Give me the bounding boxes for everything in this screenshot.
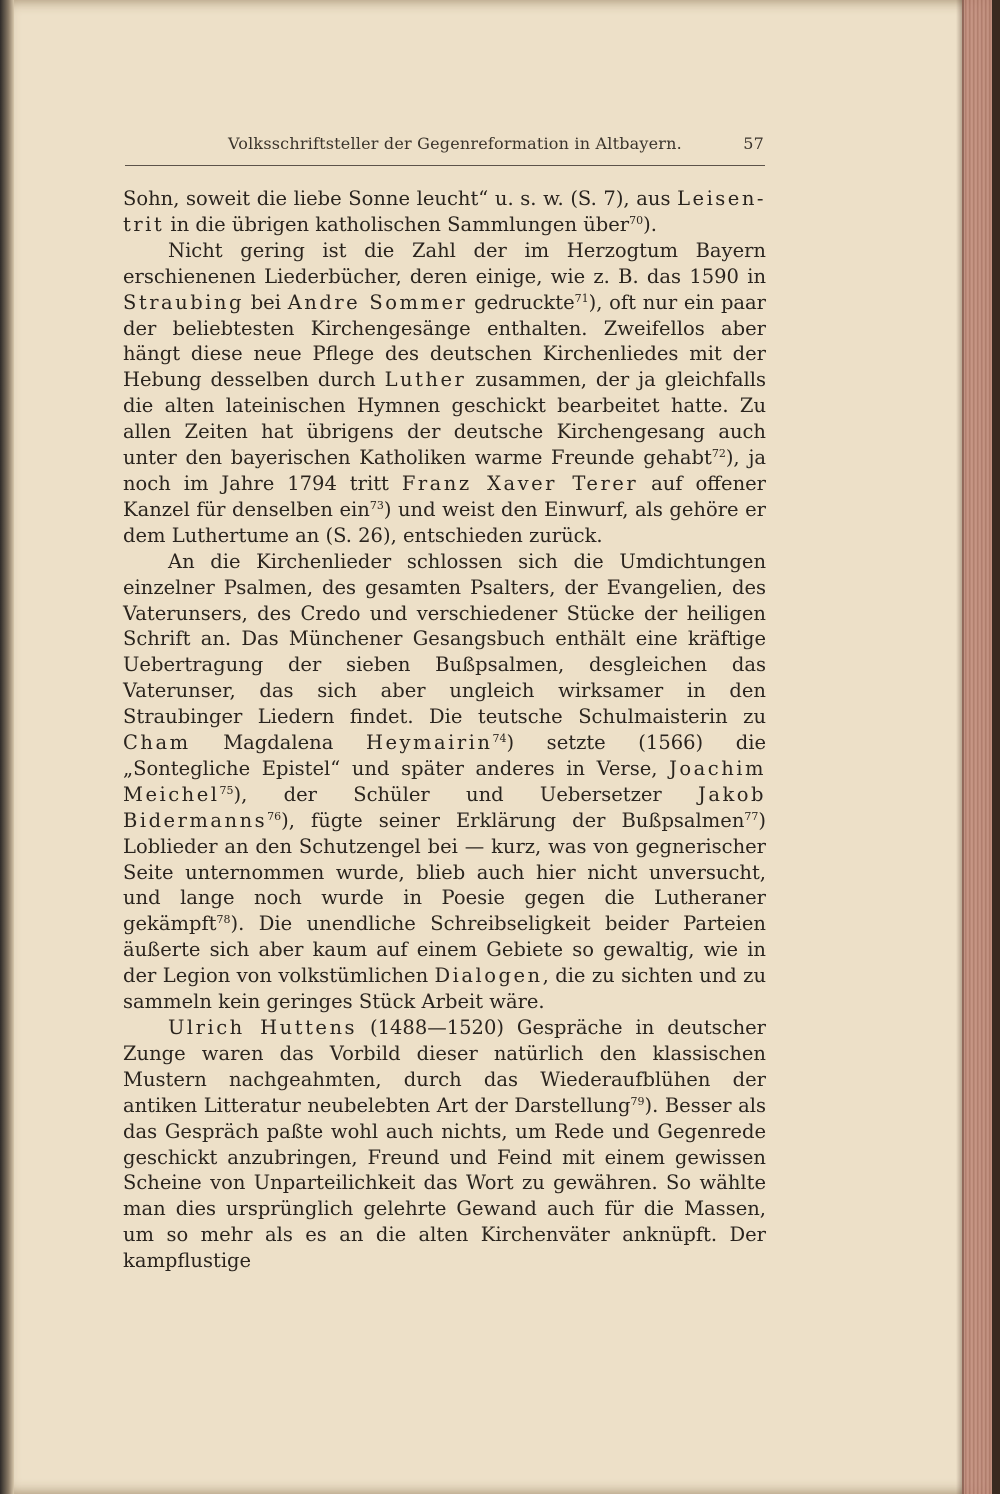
- text-run: ), ja noch im Jahre 1794 tritt: [123, 446, 767, 495]
- spaced-name: Joachim Meichel: [123, 756, 766, 806]
- spaced-name: Franz Xaver Terer: [401, 471, 639, 495]
- text-run: Magdalena: [190, 731, 366, 755]
- spaced-name: Heymairin: [365, 731, 493, 755]
- spaced-name: Leisen-trit: [123, 187, 766, 236]
- footnote-ref: 77: [744, 809, 759, 823]
- text-run: bei: [243, 290, 288, 314]
- footnote-ref: 70: [629, 213, 644, 227]
- spaced-name: Cham: [123, 731, 191, 755]
- text-run: ), oft nur ein paar der beliebtesten Kirchengesänge enthalten. Zweifellos aber hängt diese neue Pflege des deutschen Kirchenliedes mit der Hebung desselben durch: [123, 290, 766, 392]
- footnote-ref: 72: [711, 447, 726, 461]
- page-gutter: [0, 0, 14, 1494]
- text-run: auf offener Kanzel für denselben ein: [123, 471, 766, 521]
- text-run: ). Besser als das Gespräch paßte wohl auch nichts, um Rede und Gegenrede geschickt anzubringen, Freund und Feind mit einem gewissen Scheine von Unparteilichkeit das Wort zu gewähren. So wählte man dies ursprünglich gelehrte Gewand auch für die Massen, um so mehr als es an die alten Kirchenväter anknüpft. Der kampflustige: [123, 1093, 766, 1273]
- text-run: zusammen, der ja gleichfalls die alten lateinischen Hymnen geschickt bearbeitet hatte. Zu allen Zeiten hat übrigens der deutsche Kirchengesang auch unter den bayerischen Katholiken warme Freunde gehabt: [123, 368, 767, 470]
- text-run: ) und weist den Einwurf, als gehöre er dem Luthertume an (S. 26), entschieden zurück.: [123, 497, 766, 547]
- text-run: Sohn, soweit die liebe Sonne leucht“ u. s. w. (S. 7), aus: [123, 187, 678, 210]
- footnote-ref: 74: [492, 732, 507, 746]
- paragraph: [123, 186, 766, 238]
- footnote-ref: 78: [216, 913, 231, 927]
- text-run: gedruckte: [467, 290, 575, 314]
- footnote-ref: 79: [630, 1094, 645, 1108]
- page-number: 57: [743, 134, 764, 153]
- page-edge: [962, 0, 992, 1494]
- text-run: in die übrigen katholischen Sammlungen über: [164, 212, 630, 236]
- header-rule: [125, 165, 765, 166]
- paragraph: [123, 1015, 766, 1274]
- text-run: Nicht gering ist die Zahl der im Herzogtum Bayern erschienenen Liederbücher, deren einige, wie z. B. das 1590 in: [123, 238, 766, 288]
- footnote-ref: 75: [219, 783, 234, 797]
- body-text: [123, 186, 766, 1274]
- footnote-ref: 73: [369, 498, 384, 512]
- running-title: Volksschriftsteller der Gegenreformation in Altbayern.: [228, 134, 682, 153]
- footnote-ref: 76: [267, 809, 282, 823]
- text-run: ) Loblieder an den Schutzengel bei — kurz, was von gegnerischer Seite unternommen wurde, blieb auch hier nicht unversucht, und lange noch wurde in Poesie gegen die Lutheraner gekämpft: [123, 808, 766, 936]
- text-run: ), fügte seiner Erklärung der Bußpsalmen: [281, 808, 745, 832]
- text-run: ). Die unendliche Schreibseligkeit beider Parteien äußerte sich aber kaum auf einem Gebiete so gewaltig, wie in der Legion von volkstümlichen: [123, 912, 766, 988]
- text-run: (1488—1520) Gespräche in deutscher Zunge waren das Vorbild dieser natürlich den klassischen Mustern nachgeahmten, durch das Wiederaufblühen der antiken Litteratur neubelebten Art der Darstellung: [123, 1016, 767, 1117]
- spaced-name: Dialogen: [434, 964, 543, 988]
- footnote-ref: 71: [574, 291, 589, 305]
- text-run: ), der Schüler und Uebersetzer: [233, 782, 699, 806]
- paragraph: [123, 238, 766, 549]
- spaced-name: Luther: [384, 368, 467, 392]
- spaced-name: Andre Sommer: [287, 290, 468, 314]
- text-run: An die Kirchenlieder schlossen sich die Umdichtungen einzelner Psalmen, des gesamten Psalters, der Evangelien, des Vaterunsers, des Credo und verschiedener Stücke der heiligen Schrift an. Das Münchener Gesangsbuch enthält eine kräftige Uebertragung der sieben Bußpsalmen, desgleichen das Vaterunser, das sich aber ungleich wirksamer in den Straubinger Liedern findet. Die teutsche Schulmaisterin zu: [123, 549, 766, 729]
- spaced-name: Ulrich Huttens: [168, 1016, 358, 1039]
- text-run: ).: [643, 212, 657, 236]
- text-run: ) setzte (1566) die „Sontegliche Epistel“ und später anderes in Verse,: [123, 731, 766, 780]
- paragraph: [123, 549, 766, 1015]
- spaced-name: Jakob Bidermanns: [123, 782, 766, 832]
- text-run: , die zu sichten und zu sammeln kein geringes Stück Arbeit wäre.: [123, 964, 767, 1014]
- spaced-name: Straubing: [123, 290, 244, 314]
